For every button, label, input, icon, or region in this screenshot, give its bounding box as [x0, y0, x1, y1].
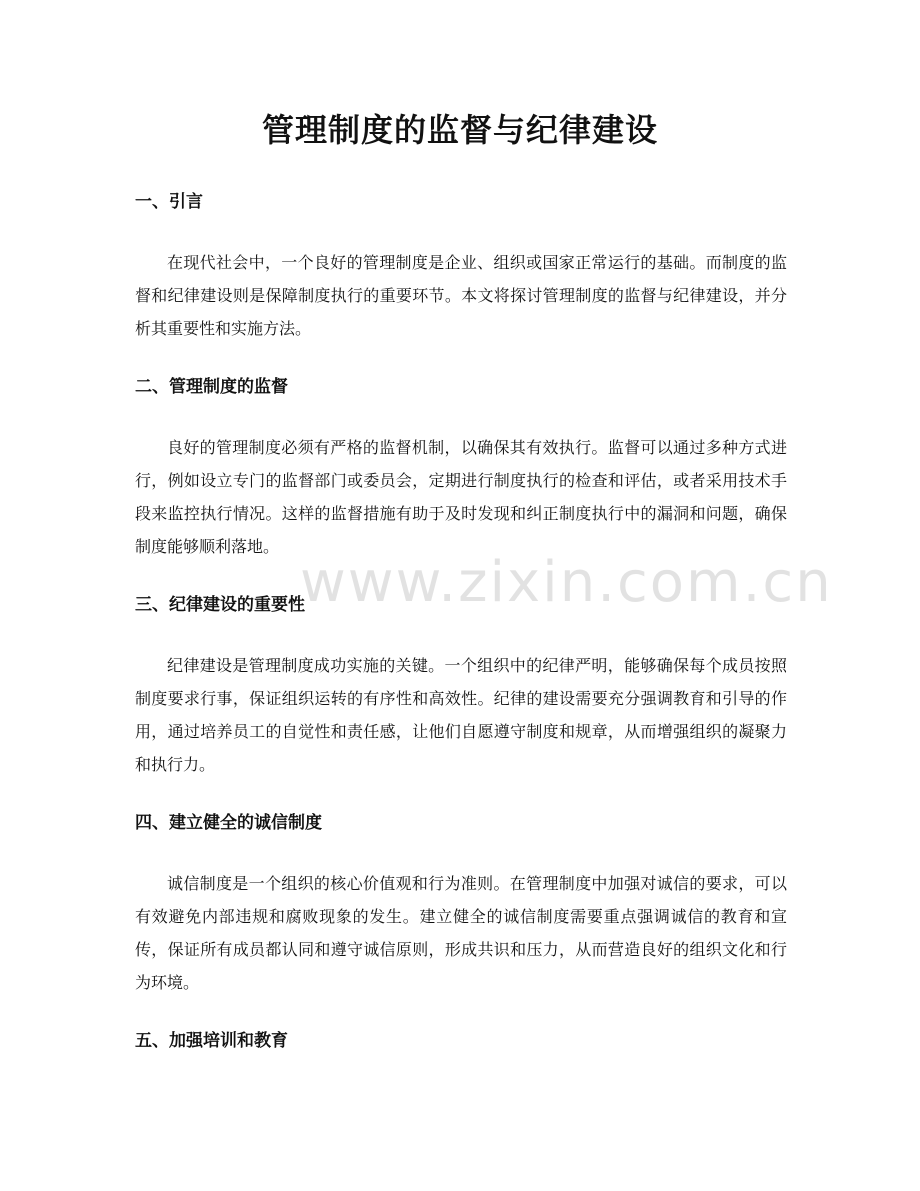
- section-paragraph-supervision: 良好的管理制度必须有严格的监督机制，以确保其有效执行。监督可以通过多种方式进行，例如设立专门的监督部门或委员会，定期进行制度执行的检查和评估，或者采用技术手段来监控执行情况。这样的监督措施有助于及时发现和纠正制度执行中的漏洞和问题，确保制度能够顺利落地。: [135, 438, 787, 556]
- section-heading-discipline: 三、纪律建设的重要性: [135, 595, 305, 615]
- section-paragraph-integrity: 诚信制度是一个组织的核心价值观和行为准则。在管理制度中加强对诚信的要求，可以有效避免内部违规和腐败现象的发生。建立健全的诚信制度需要重点强调诚信的教育和宣传，保证所有成员都认同和遵守诚信原则，形成共识和压力，从而营造良好的组织文化和行为环境。: [135, 874, 787, 992]
- document-title: 管理制度的监督与纪律建设: [261, 111, 658, 149]
- section-heading-intro: 一、引言: [135, 192, 203, 212]
- section-heading-integrity: 四、建立健全的诚信制度: [135, 813, 322, 833]
- document-body: [135, 190, 787, 1053]
- section-heading-supervision: 二、管理制度的监督: [135, 377, 288, 397]
- section-paragraph-intro: 在现代社会中，一个良好的管理制度是企业、组织或国家正常运行的基础。而制度的监督和纪律建设则是保障制度执行的重要环节。本文将探讨管理制度的监督与纪律建设，并分析其重要性和实施方法。: [135, 253, 787, 338]
- watermark: www.zixin.com.cn: [300, 550, 833, 615]
- section-paragraph-discipline: 纪律建设是管理制度成功实施的关键。一个组织中的纪律严明，能够确保每个成员按照制度要求行事，保证组织运转的有序性和高效性。纪律的建设需要充分强调教育和引导的作用，通过培养员工的自觉性和责任感，让他们自愿遵守制度和规章，从而增强组织的凝聚力和执行力。: [135, 656, 787, 774]
- section-heading-training: 五、加强培训和教育: [135, 1031, 288, 1051]
